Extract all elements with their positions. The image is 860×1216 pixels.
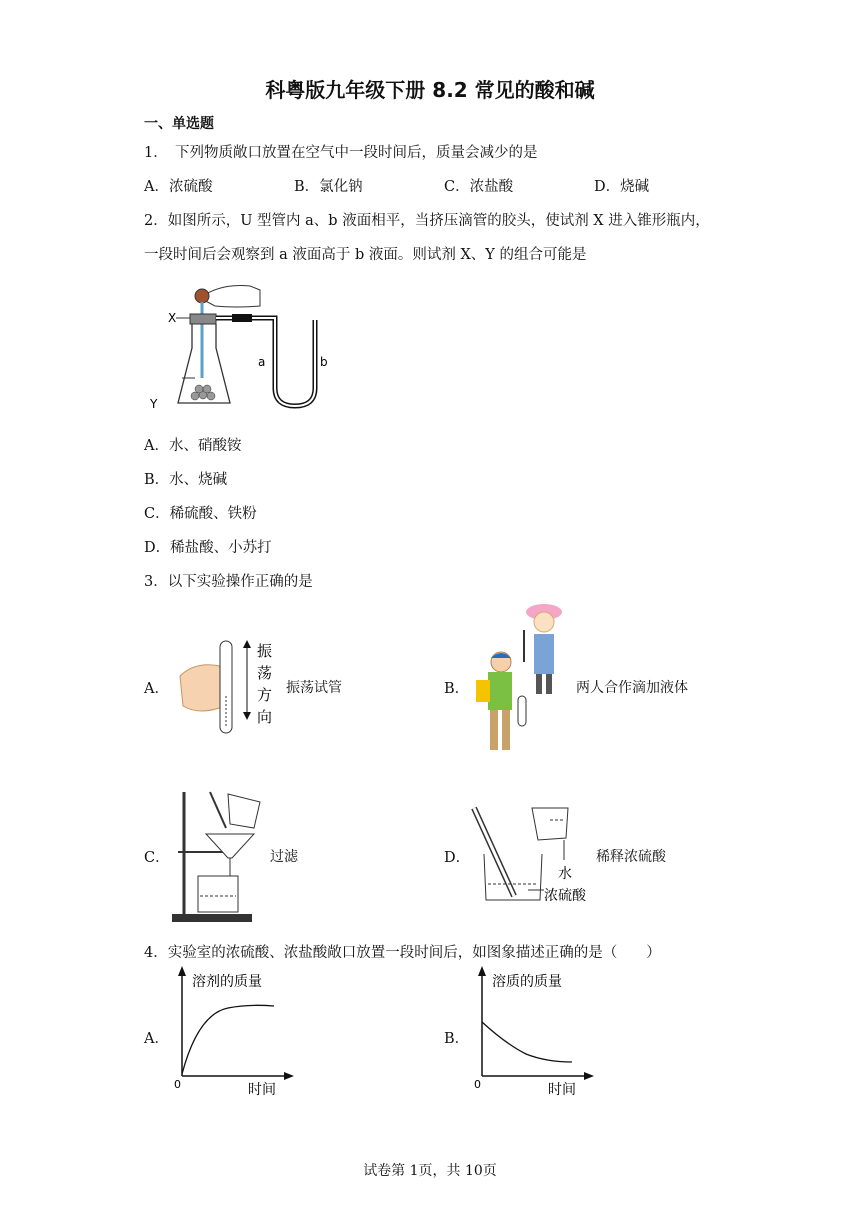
- shake-text-1: 振: [257, 642, 273, 660]
- shake-tube-figure: [175, 636, 285, 736]
- q4-option-b-letter: B．: [444, 1031, 470, 1047]
- acid-label: 浓硫酸: [544, 888, 586, 904]
- q3-option-c-caption: 过滤: [270, 849, 298, 865]
- question-2-stem-line2: 一段时间后会观察到 a 液面高于 b 液面。则试剂 X、Y 的组合可能是: [144, 247, 587, 263]
- q3-option-b-letter: B．: [444, 681, 470, 697]
- shake-text-2: 荡: [257, 664, 273, 682]
- label-b: b: [320, 355, 328, 369]
- label-a: a: [258, 355, 266, 369]
- q3-option-b-caption: 两人合作滴加液体: [576, 680, 688, 696]
- q2-option-c: C．稀硫酸、铁粉: [144, 506, 257, 522]
- q1-option-a: A．浓硫酸: [144, 179, 213, 195]
- q2-option-b: B．水、烧碱: [144, 472, 228, 488]
- q1-option-c: C．浓盐酸: [444, 179, 514, 195]
- graph-b-xlabel: 时间: [548, 1082, 576, 1098]
- q2-option-d: D．稀盐酸、小苏打: [144, 540, 272, 556]
- graph-b: [466, 964, 596, 1100]
- question-4-stem: 4．实验室的浓硫酸、浓盐酸敞口放置一段时间后，如图象描述正确的是（ ）: [144, 945, 661, 961]
- graph-a-xlabel: 时间: [248, 1082, 276, 1098]
- dilute-acid-figure: [468, 800, 598, 910]
- label-x: X: [168, 311, 177, 325]
- q3-option-d-caption: 稀释浓硫酸: [596, 849, 666, 865]
- q3-option-a-letter: A．: [144, 681, 169, 697]
- q3-option-c-letter: C．: [144, 850, 170, 866]
- graph-b-ylabel: 溶质的质量: [492, 974, 562, 990]
- q3-option-a-caption: 振荡试管: [286, 680, 342, 696]
- question-1-stem: 1． 下列物质敞口放置在空气中一段时间后，质量会减少的是: [144, 145, 538, 161]
- q4-option-a-letter: A．: [144, 1031, 169, 1047]
- water-label: 水: [558, 866, 572, 882]
- page-footer: 试卷第 1页，共 10页: [363, 1163, 497, 1179]
- page-title: 科粤版九年级下册 8.2 常见的酸和碱: [265, 78, 595, 102]
- shake-text-3: 方: [257, 686, 273, 704]
- question-2-stem-line1: 2．如图所示，U 型管内 a、b 液面相平，当挤压滴管的胶头，使试剂 X 进入锥形瓶内，: [144, 213, 710, 229]
- question-3-stem: 3．以下实验操作正确的是: [144, 574, 313, 590]
- q3-option-d-letter: D．: [444, 850, 471, 866]
- shake-text-4: 向: [257, 708, 273, 726]
- q1-option-b: B．氯化钠: [294, 179, 363, 195]
- section-heading: 一、单选题: [144, 116, 214, 132]
- two-people-figure: [466, 600, 576, 760]
- label-y: Y: [150, 397, 158, 411]
- graph-a-origin: 0: [174, 1078, 181, 1091]
- q2-option-a: A．水、硝酸铵: [144, 438, 242, 454]
- graph-b-origin: 0: [474, 1078, 481, 1091]
- graph-a: [168, 964, 298, 1100]
- filtration-figure: [170, 788, 270, 926]
- flask-u-tube-figure: [140, 278, 340, 418]
- q1-option-d: D．烧碱: [594, 179, 650, 195]
- graph-a-ylabel: 溶剂的质量: [192, 974, 262, 990]
